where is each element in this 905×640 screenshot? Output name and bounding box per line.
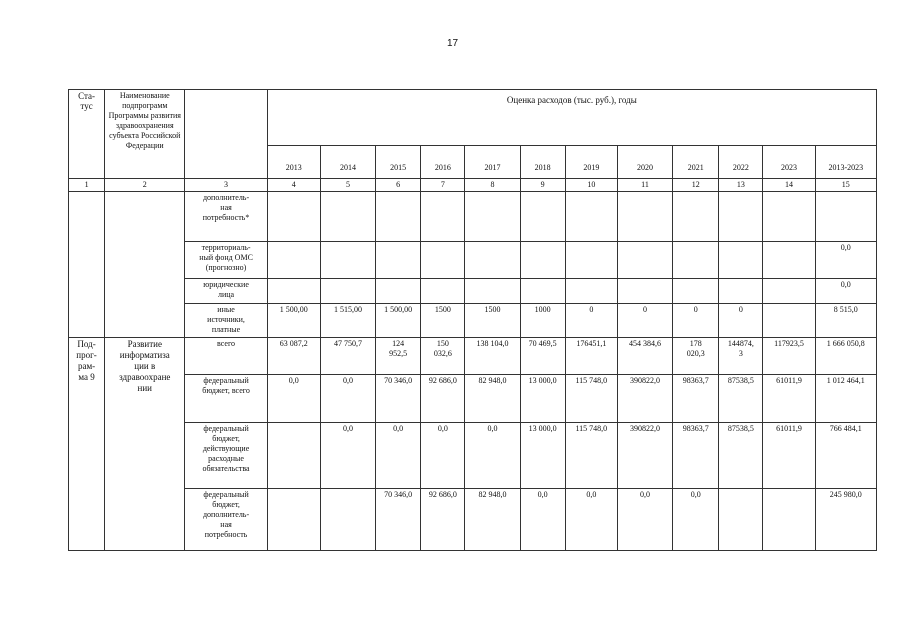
budget-table bbox=[68, 89, 877, 551]
value-cell: 70 346,0 bbox=[376, 375, 421, 423]
value-cell bbox=[376, 242, 421, 279]
expenses-title: Оценка расходов (тыс. руб.), годы bbox=[267, 90, 876, 146]
table-row bbox=[69, 242, 877, 279]
value-cell bbox=[267, 192, 320, 242]
value-cell: 1500 bbox=[465, 304, 520, 338]
value-cell: 98363,7 bbox=[673, 423, 719, 489]
value-cell bbox=[320, 192, 375, 242]
value-cell bbox=[565, 279, 617, 304]
value-cell: 63 087,2 bbox=[267, 338, 320, 375]
value-cell: 138 104,0 bbox=[465, 338, 520, 375]
year-header-2017: 2017 bbox=[465, 146, 520, 179]
source-cell: иные источники, платные bbox=[185, 304, 267, 338]
subprogram-name: Развитие информатиза ции в здравоохране нии bbox=[105, 338, 185, 551]
value-cell: 124 952,5 bbox=[376, 338, 421, 375]
value-cell bbox=[565, 242, 617, 279]
value-cell: 0,0 bbox=[320, 375, 375, 423]
year-header-2021: 2021 bbox=[673, 146, 719, 179]
value-cell bbox=[763, 489, 815, 551]
year-header-2013: 2013 bbox=[267, 146, 320, 179]
page-number: 17 bbox=[446, 38, 459, 49]
column-number-12: 12 bbox=[673, 179, 719, 192]
value-cell: 454 384,6 bbox=[617, 338, 672, 375]
year-header-2018: 2018 bbox=[520, 146, 565, 179]
value-cell: 98363,7 bbox=[673, 375, 719, 423]
value-cell: 1000 bbox=[520, 304, 565, 338]
year-header-2014: 2014 bbox=[320, 146, 375, 179]
year-header-2016: 2016 bbox=[421, 146, 465, 179]
value-cell: 0,0 bbox=[815, 279, 876, 304]
value-cell bbox=[267, 489, 320, 551]
value-cell: 178 020,3 bbox=[673, 338, 719, 375]
value-cell bbox=[320, 279, 375, 304]
status-cell-continued bbox=[69, 192, 105, 338]
value-cell: 117923,5 bbox=[763, 338, 815, 375]
value-cell bbox=[719, 192, 763, 242]
value-cell: 1 012 464,1 bbox=[815, 375, 876, 423]
year-header-2022: 2022 bbox=[719, 146, 763, 179]
value-cell bbox=[520, 242, 565, 279]
source-header bbox=[185, 90, 267, 179]
year-header-2015: 2015 bbox=[376, 146, 421, 179]
value-cell: 13 000,0 bbox=[520, 423, 565, 489]
value-cell: 1 666 050,8 bbox=[815, 338, 876, 375]
value-cell bbox=[763, 304, 815, 338]
value-cell bbox=[763, 242, 815, 279]
value-cell bbox=[673, 279, 719, 304]
table-row bbox=[69, 423, 877, 489]
value-cell bbox=[376, 279, 421, 304]
value-cell: 144874, 3 bbox=[719, 338, 763, 375]
value-cell: 1 500,00 bbox=[267, 304, 320, 338]
source-cell: юридические лица bbox=[185, 279, 267, 304]
value-cell: 0,0 bbox=[421, 423, 465, 489]
value-cell bbox=[617, 279, 672, 304]
value-cell bbox=[421, 279, 465, 304]
status-header bbox=[69, 90, 105, 179]
value-cell: 1 515,00 bbox=[320, 304, 375, 338]
value-cell bbox=[520, 192, 565, 242]
value-cell: 390822,0 bbox=[617, 423, 672, 489]
value-cell: 390822,0 bbox=[617, 375, 672, 423]
year-header-2023: 2023 bbox=[763, 146, 815, 179]
column-number-2: 2 bbox=[105, 179, 185, 192]
value-cell bbox=[617, 192, 672, 242]
column-number-3: 3 bbox=[185, 179, 267, 192]
value-cell: 0,0 bbox=[267, 375, 320, 423]
column-number-13: 13 bbox=[719, 179, 763, 192]
value-cell: 115 748,0 bbox=[565, 423, 617, 489]
value-cell bbox=[763, 279, 815, 304]
subprogram-name-header-text: Наименование подпрограмм Программы развития здравоохранения субъекта Российской Федерации bbox=[108, 91, 181, 150]
column-number-1: 1 bbox=[69, 179, 105, 192]
table-row bbox=[69, 338, 877, 375]
value-cell bbox=[719, 279, 763, 304]
source-cell: федеральный бюджет, дополнитель- ная потребность bbox=[185, 489, 267, 551]
value-cell: 1500 bbox=[421, 304, 465, 338]
value-cell bbox=[421, 192, 465, 242]
source-cell: всего bbox=[185, 338, 267, 375]
column-number-15: 15 bbox=[815, 179, 876, 192]
name-cell-continued bbox=[105, 192, 185, 338]
column-number-8: 8 bbox=[465, 179, 520, 192]
value-cell: 82 948,0 bbox=[465, 489, 520, 551]
value-cell bbox=[520, 279, 565, 304]
value-cell: 87538,5 bbox=[719, 375, 763, 423]
value-cell: 0,0 bbox=[465, 423, 520, 489]
column-number-4: 4 bbox=[267, 179, 320, 192]
value-cell bbox=[421, 242, 465, 279]
subprogram-status: Под- прог- рам- ма 9 bbox=[69, 338, 105, 551]
source-cell: дополнитель- ная потребность* bbox=[185, 192, 267, 242]
value-cell: 766 484,1 bbox=[815, 423, 876, 489]
column-number-10: 10 bbox=[565, 179, 617, 192]
value-cell: 47 750,7 bbox=[320, 338, 375, 375]
value-cell: 115 748,0 bbox=[565, 375, 617, 423]
value-cell: 0,0 bbox=[520, 489, 565, 551]
value-cell bbox=[465, 242, 520, 279]
column-number-11: 11 bbox=[617, 179, 672, 192]
year-header-2019: 2019 bbox=[565, 146, 617, 179]
value-cell bbox=[465, 279, 520, 304]
value-cell: 92 686,0 bbox=[421, 375, 465, 423]
table-row bbox=[69, 279, 877, 304]
value-cell: 245 980,0 bbox=[815, 489, 876, 551]
value-cell bbox=[719, 242, 763, 279]
column-number-7: 7 bbox=[421, 179, 465, 192]
value-cell: 70 469,5 bbox=[520, 338, 565, 375]
status-header-text: Ста- тус bbox=[78, 91, 96, 111]
column-number-6: 6 bbox=[376, 179, 421, 192]
year-header-2013-2023: 2013-2023 bbox=[815, 146, 876, 179]
value-cell: 0,0 bbox=[673, 489, 719, 551]
value-cell: 82 948,0 bbox=[465, 375, 520, 423]
value-cell: 0,0 bbox=[617, 489, 672, 551]
column-number-14: 14 bbox=[763, 179, 815, 192]
source-cell: федеральный бюджет, действующие расходные обязательства bbox=[185, 423, 267, 489]
value-cell bbox=[763, 192, 815, 242]
column-number-5: 5 bbox=[320, 179, 375, 192]
value-cell bbox=[267, 242, 320, 279]
value-cell: 0,0 bbox=[565, 489, 617, 551]
value-cell bbox=[617, 242, 672, 279]
value-cell bbox=[815, 192, 876, 242]
value-cell: 1 500,00 bbox=[376, 304, 421, 338]
value-cell: 0,0 bbox=[376, 423, 421, 489]
table-row bbox=[69, 304, 877, 338]
value-cell: 8 515,0 bbox=[815, 304, 876, 338]
value-cell: 0 bbox=[617, 304, 672, 338]
value-cell: 61011,9 bbox=[763, 423, 815, 489]
value-cell: 13 000,0 bbox=[520, 375, 565, 423]
source-cell: территориаль- ный фонд ОМС (прогнозно) bbox=[185, 242, 267, 279]
year-header-2020: 2020 bbox=[617, 146, 672, 179]
value-cell: 150 032,6 bbox=[421, 338, 465, 375]
value-cell bbox=[465, 192, 520, 242]
table-row bbox=[69, 375, 877, 423]
value-cell bbox=[673, 192, 719, 242]
value-cell bbox=[320, 489, 375, 551]
value-cell: 0,0 bbox=[815, 242, 876, 279]
value-cell: 61011,9 bbox=[763, 375, 815, 423]
value-cell: 0 bbox=[673, 304, 719, 338]
value-cell: 92 686,0 bbox=[421, 489, 465, 551]
source-cell: федеральный бюджет, всего bbox=[185, 375, 267, 423]
value-cell bbox=[267, 423, 320, 489]
table-row bbox=[69, 192, 877, 242]
value-cell: 0 bbox=[565, 304, 617, 338]
value-cell: 0 bbox=[719, 304, 763, 338]
value-cell bbox=[376, 192, 421, 242]
value-cell bbox=[320, 242, 375, 279]
subprogram-name-header bbox=[105, 90, 185, 179]
column-number-9: 9 bbox=[520, 179, 565, 192]
value-cell: 176451,1 bbox=[565, 338, 617, 375]
value-cell bbox=[267, 279, 320, 304]
table-row bbox=[69, 489, 877, 551]
value-cell bbox=[565, 192, 617, 242]
value-cell: 0,0 bbox=[320, 423, 375, 489]
value-cell: 70 346,0 bbox=[376, 489, 421, 551]
value-cell bbox=[719, 489, 763, 551]
value-cell: 87538,5 bbox=[719, 423, 763, 489]
value-cell bbox=[673, 242, 719, 279]
